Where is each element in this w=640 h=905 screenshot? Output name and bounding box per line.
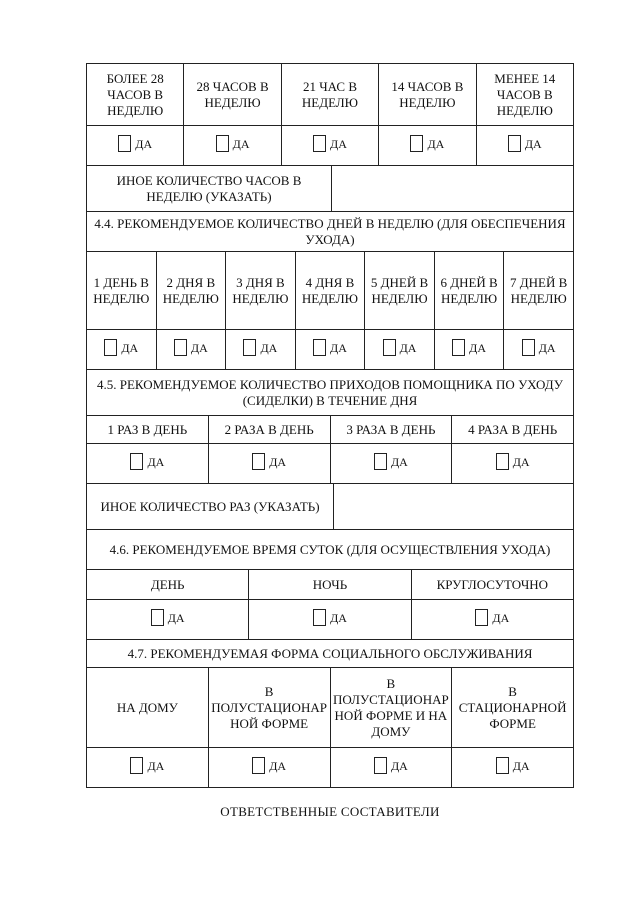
time-header: ДЕНЬ: [87, 570, 249, 600]
visits-table: [86, 415, 574, 484]
visits-yes-cell[interactable]: [452, 444, 574, 484]
visits-other-table: [86, 483, 574, 530]
yes-label: ДА: [121, 340, 139, 355]
visits-header: 4 РАЗА В ДЕНЬ: [452, 416, 574, 444]
checkbox[interactable]: [374, 757, 387, 774]
yes-label: ДА: [512, 758, 530, 773]
yes-label: ДА: [330, 340, 347, 355]
days-yes-cell[interactable]: [365, 330, 435, 370]
form-header: В СТАЦИОНАРНОЙ ФОРМЕ: [452, 668, 574, 748]
hours-yes-cell[interactable]: [379, 126, 476, 166]
yes-label: ДА: [469, 340, 487, 355]
checkbox[interactable]: [243, 339, 256, 356]
hours-yes-cell[interactable]: [184, 126, 281, 166]
checkbox[interactable]: [130, 453, 143, 470]
hours-header: 21 ЧАС В НЕДЕЛЮ: [281, 64, 378, 126]
checkbox[interactable]: [313, 609, 326, 626]
time-section-title: 4.6. РЕКОМЕНДУЕМОЕ ВРЕМЯ СУТОК (ДЛЯ ОСУЩЕСТВЛЕНИЯ УХОДА): [87, 530, 574, 570]
checkbox[interactable]: [130, 757, 143, 774]
care-form-page: [86, 63, 574, 788]
checkbox[interactable]: [151, 609, 164, 626]
checkbox[interactable]: [452, 339, 465, 356]
form-section-title-table: [86, 639, 574, 668]
yes-label: ДА: [135, 136, 153, 151]
checkbox[interactable]: [252, 453, 265, 470]
yes-label: ДА: [538, 340, 556, 355]
yes-label: ДА: [390, 454, 408, 469]
days-yes-cell[interactable]: [87, 330, 157, 370]
checkbox[interactable]: [496, 453, 509, 470]
yes-label: ДА: [147, 454, 165, 469]
hours-other-field[interactable]: [332, 166, 574, 212]
days-yes-cell[interactable]: [295, 330, 365, 370]
checkbox[interactable]: [410, 135, 423, 152]
days-header: 6 ДНЕЙ В НЕДЕЛЮ: [434, 252, 504, 330]
checkbox[interactable]: [174, 339, 187, 356]
time-yes-cell[interactable]: [249, 600, 411, 640]
yes-label: ДА: [390, 758, 408, 773]
hours-yes-cell[interactable]: [281, 126, 378, 166]
checkbox[interactable]: [313, 135, 326, 152]
yes-label: ДА: [147, 758, 165, 773]
hours-header: 28 ЧАСОВ В НЕДЕЛЮ: [184, 64, 281, 126]
form-yes-cell[interactable]: [452, 748, 574, 788]
visits-section-title: 4.5. РЕКОМЕНДУЕМОЕ КОЛИЧЕСТВО ПРИХОДОВ ПОМОЩНИКА ПО УХОДУ (СИДЕЛКИ) В ТЕЧЕНИЕ ДНЯ: [87, 370, 574, 416]
visits-header: 2 РАЗА В ДЕНЬ: [208, 416, 330, 444]
form-header: В ПОЛУСТАЦИОНАРНОЙ ФОРМЕ И НА ДОМУ: [330, 668, 452, 748]
checkbox[interactable]: [252, 757, 265, 774]
days-yes-cell[interactable]: [434, 330, 504, 370]
yes-label: ДА: [399, 340, 417, 355]
yes-label: ДА: [232, 136, 250, 151]
form-yes-cell[interactable]: [208, 748, 330, 788]
time-yes-cell[interactable]: [87, 600, 249, 640]
time-header: КРУГЛОСУТОЧНО: [411, 570, 573, 600]
yes-label: ДА: [427, 136, 445, 151]
form-header: В ПОЛУСТАЦИОНАРНОЙ ФОРМЕ: [208, 668, 330, 748]
days-header: 4 ДНЯ В НЕДЕЛЮ: [295, 252, 365, 330]
checkbox[interactable]: [496, 757, 509, 774]
time-section-title-table: [86, 529, 574, 570]
days-header: 3 ДНЯ В НЕДЕЛЮ: [226, 252, 296, 330]
checkbox[interactable]: [374, 453, 387, 470]
visits-yes-cell[interactable]: [330, 444, 452, 484]
days-header: 1 ДЕНЬ В НЕДЕЛЮ: [87, 252, 157, 330]
days-section-title-table: [86, 211, 574, 252]
yes-label: ДА: [492, 610, 510, 625]
checkbox[interactable]: [508, 135, 521, 152]
days-table: [86, 251, 574, 370]
responsible-compilers-heading: ОТВЕТСТВЕННЫЕ СОСТАВИТЕЛИ: [220, 804, 440, 819]
days-yes-cell[interactable]: [504, 330, 574, 370]
visits-header: 3 РАЗА В ДЕНЬ: [330, 416, 452, 444]
visits-yes-cell[interactable]: [87, 444, 209, 484]
checkbox[interactable]: [118, 135, 131, 152]
hours-header: МЕНЕЕ 14 ЧАСОВ В НЕДЕЛЮ: [476, 64, 573, 126]
days-section-title: 4.4. РЕКОМЕНДУЕМОЕ КОЛИЧЕСТВО ДНЕЙ В НЕДЕЛЮ (ДЛЯ ОБЕСПЕЧЕНИЯ УХОДА): [87, 212, 574, 252]
hours-header: 14 ЧАСОВ В НЕДЕЛЮ: [379, 64, 476, 126]
yes-label: ДА: [269, 454, 287, 469]
visits-other-field[interactable]: [334, 484, 574, 530]
days-header: 2 ДНЯ В НЕДЕЛЮ: [156, 252, 226, 330]
time-table: [86, 569, 574, 640]
yes-label: ДА: [512, 454, 530, 469]
yes-label: ДА: [330, 136, 347, 151]
visits-section-title-table: [86, 369, 574, 416]
visits-yes-cell[interactable]: [208, 444, 330, 484]
yes-label: ДА: [524, 136, 542, 151]
checkbox[interactable]: [104, 339, 117, 356]
time-yes-cell[interactable]: [411, 600, 573, 640]
hours-yes-cell[interactable]: [87, 126, 184, 166]
yes-label: ДА: [167, 610, 185, 625]
form-header: НА ДОМУ: [87, 668, 209, 748]
checkbox[interactable]: [216, 135, 229, 152]
days-yes-cell[interactable]: [156, 330, 226, 370]
checkbox[interactable]: [313, 339, 326, 356]
form-table: [86, 667, 574, 788]
yes-label: ДА: [269, 758, 287, 773]
hours-table: [86, 63, 574, 166]
days-header: 7 ДНЕЙ В НЕДЕЛЮ: [504, 252, 574, 330]
hours-yes-cell[interactable]: [476, 126, 573, 166]
yes-label: ДА: [260, 340, 278, 355]
form-yes-cell[interactable]: [87, 748, 209, 788]
form-section-title: 4.7. РЕКОМЕНДУЕМАЯ ФОРМА СОЦИАЛЬНОГО ОБСЛУЖИВАНИЯ: [87, 640, 574, 668]
visits-other-label: ИНОЕ КОЛИЧЕСТВО РАЗ (УКАЗАТЬ): [87, 484, 334, 530]
visits-header: 1 РАЗ В ДЕНЬ: [87, 416, 209, 444]
checkbox[interactable]: [522, 339, 535, 356]
checkbox[interactable]: [383, 339, 396, 356]
yes-label: ДА: [330, 610, 347, 625]
checkbox[interactable]: [475, 609, 488, 626]
hours-header: БОЛЕЕ 28 ЧАСОВ В НЕДЕЛЮ: [87, 64, 184, 126]
hours-other-table: [86, 165, 574, 212]
hours-other-label: ИНОЕ КОЛИЧЕСТВО ЧАСОВ В НЕДЕЛЮ (УКАЗАТЬ): [87, 166, 332, 212]
days-header: 5 ДНЕЙ В НЕДЕЛЮ: [365, 252, 435, 330]
days-yes-cell[interactable]: [226, 330, 296, 370]
yes-label: ДА: [190, 340, 208, 355]
form-yes-cell[interactable]: [330, 748, 452, 788]
time-header: НОЧЬ: [249, 570, 411, 600]
